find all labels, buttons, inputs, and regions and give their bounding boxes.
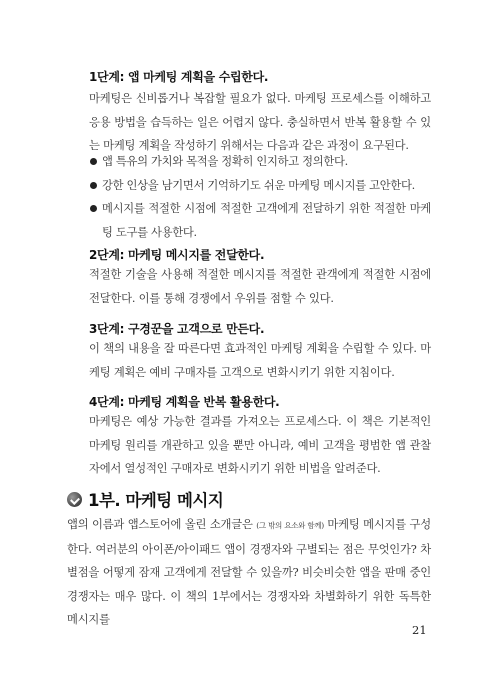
- part1-inline-note: (그 밖의 요소와 함께): [256, 521, 324, 530]
- list-item: [89, 150, 431, 174]
- bullet-text: 강한 인상을 남기면서 기억하기도 쉬운 마케팅 메시지를 고안한다.: [102, 178, 415, 192]
- part1-heading: [67, 487, 223, 511]
- part1-paragraph: [67, 513, 431, 632]
- bullet-dot-icon: [90, 182, 97, 189]
- step2-paragraph: 적절한 기술을 사용해 적절한 메시지를 적절한 관객에게 적절한 시점에 전달한다. 이를 통해 경쟁에서 우위를 점할 수 있다.: [89, 268, 431, 305]
- bullet-text: 메시지를 적절한 시점에 적절한 고객에게 전달하기 위한 적절한 마케팅 도구를 사용한다.: [102, 202, 431, 239]
- step1-bullet-list: [89, 150, 431, 244]
- list-item: [89, 174, 431, 198]
- step1-heading: 1단계: 앱 마케팅 계획을 수립한다.: [89, 70, 269, 84]
- step3-heading: 3단계: 구경꾼을 고객으로 만든다.: [89, 322, 265, 336]
- bullet-text: 앱 특유의 가치와 목적을 정확히 인지하고 정의한다.: [102, 155, 348, 168]
- part1-text-end: 마케팅 메시지를 구성한다. 여러분의 아이폰/아이패드 앱이 경쟁자와 구별되는 점은 무엇인가? 차별점을 어떻게 잠재 고객에게 전달할 수 있을까? 비슷비슷한 앱을 판매 중인 경쟁자는 매우 많다. 이 책의 1부에서는 경쟁자와 차별화하기 위한 독특한 메시지를: [67, 518, 431, 626]
- page-number: 21: [412, 623, 427, 637]
- step3-paragraph: 이 책의 내용을 잘 따른다면 효과적인 마케팅 계획을 수립할 수 있다. 마케팅 계획은 예비 구매자를 고객으로 변화시키기 위한 지침이다.: [89, 342, 431, 379]
- part1-title: 1부. 마케팅 메시지: [88, 491, 224, 510]
- step2-heading: 2단계: 마케팅 메시지를 전달한다.: [89, 248, 265, 262]
- step1-paragraph: 마케팅은 신비롭거나 복잡할 필요가 없다. 마케팅 프로세스를 이해하고 응용 방법을 습득하는 일은 어렵지 않다. 충실하면서 반복 활용할 수 있는 마케팅 계획을 작성하기 위해서는 다음과 같은 과정이 요구된다.: [89, 92, 431, 152]
- step4-paragraph: 마케팅은 예상 가능한 결과를 가져오는 프로세스다. 이 책은 기본적인 마케팅 원리를 개관하고 있을 뿐만 아니라, 예비 고객을 평범한 앱 관찰자에서 열성적인 구매자로 변화시키기 위한 비법을 알려준다.: [89, 415, 431, 475]
- part1-text-start: 앱의 이름과 앱스토어에 올린 소개글은: [67, 518, 257, 531]
- bullet-dot-icon: [90, 158, 97, 165]
- list-item: [89, 197, 431, 244]
- check-circle-icon: [67, 492, 82, 507]
- step4-heading: 4단계: 마케팅 계획을 반복 활용한다.: [89, 395, 280, 409]
- bullet-dot-icon: [90, 205, 97, 212]
